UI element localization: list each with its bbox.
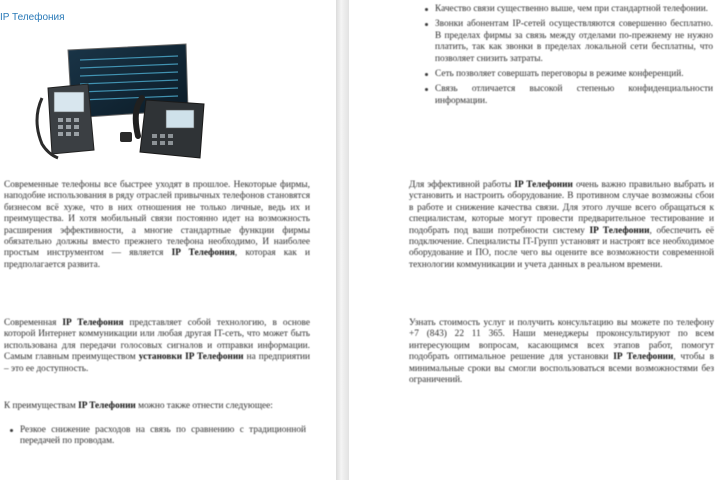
paragraph-advantages: К преимуществам IP Телефонии можно также отнести следующее: [4, 401, 273, 411]
list-item: Сеть позволяет совершать переговоры в режиме конференций. [421, 69, 713, 80]
paragraph-definition: Современная IP Телефония представляет собой технологию, в основе которой Интернет коммуникации или любая другая IT-сеть, что может быть использована для передачи голосовых сигналов и отправки информации. Самым главным преимуществом установки IP Телефонии на предприятии – это ее доступность. [4, 318, 311, 374]
ip-phone-set-illustration [28, 40, 218, 165]
advantages-list-continued [421, 4, 713, 111]
paragraph-intro: Современные телефоны все быстрее уходят в прошлое. Некоторые фирмы, наподобие использования в ряду отраслей привычных телефонов становятся бизнесом всё хуже, что в них отношения не только личные, ведь их и преимущества. И хотя мобильный связи постоянно идет на возможность расширения эффективности, а многие стандартные функции фирмы обязательно должны вместо прежнего телефона необходимо, И наиболее простым инструментом — является IP Телефония, которая как и предполагается развита. [4, 180, 310, 270]
advantages-list-start [6, 425, 306, 452]
paragraph-setup: Для эффективной работы IP Телефонии очень важно правильно выбрать и установить и настроить оборудование. В противном случае возможны сбои в работе и снижение качества связи. Для этого лучше всего обращаться к специалистам, которые могут провести предварительное тестирование и подобрать под ваши потребности систему IP Телефонии, обеспечить её подключение. Специалисты IT-Групп установят и настроят все необходимое оборудование и ПО, после чего вы оцените все возможности современной технологии коммуникации и учета данных в реальном времени. [409, 180, 714, 270]
paragraph-contact: Узнать стоимость услуг и получить консультацию вы можете по телефону +7 (843) 22 11 365. Наши менеджеры проконсультируют по всем интересующим вопросам, касающимся всех этапов работ, помогут подобрать оптимальное решение для установки IP Телефонии, чтобы в минимальные сроки вы смогли воспользоваться всеми возможностями без ограничений. [409, 318, 714, 386]
page-gutter [336, 0, 349, 480]
right-page [349, 0, 720, 480]
list-item: Качество связи существенно выше, чем при стандартной телефонии. [421, 4, 713, 15]
list-item: Звонки абонентам IP-сетей осуществляются совершенно бесплатно. В пределах фирмы за связь между отделами по-прежнему не нужно платить, так как звонки в пределах локальной сети бесплатны, что позволяет снизить затраты. [421, 19, 713, 65]
category-link[interactable]: IP Телефония [0, 12, 65, 23]
list-item: Резкое снижение расходов на связь по сравнению с традиционной передачей по проводам. [6, 425, 306, 448]
list-item: Связь отличается высокой степенью конфиденциальности информации. [421, 84, 713, 107]
left-page [0, 0, 336, 480]
